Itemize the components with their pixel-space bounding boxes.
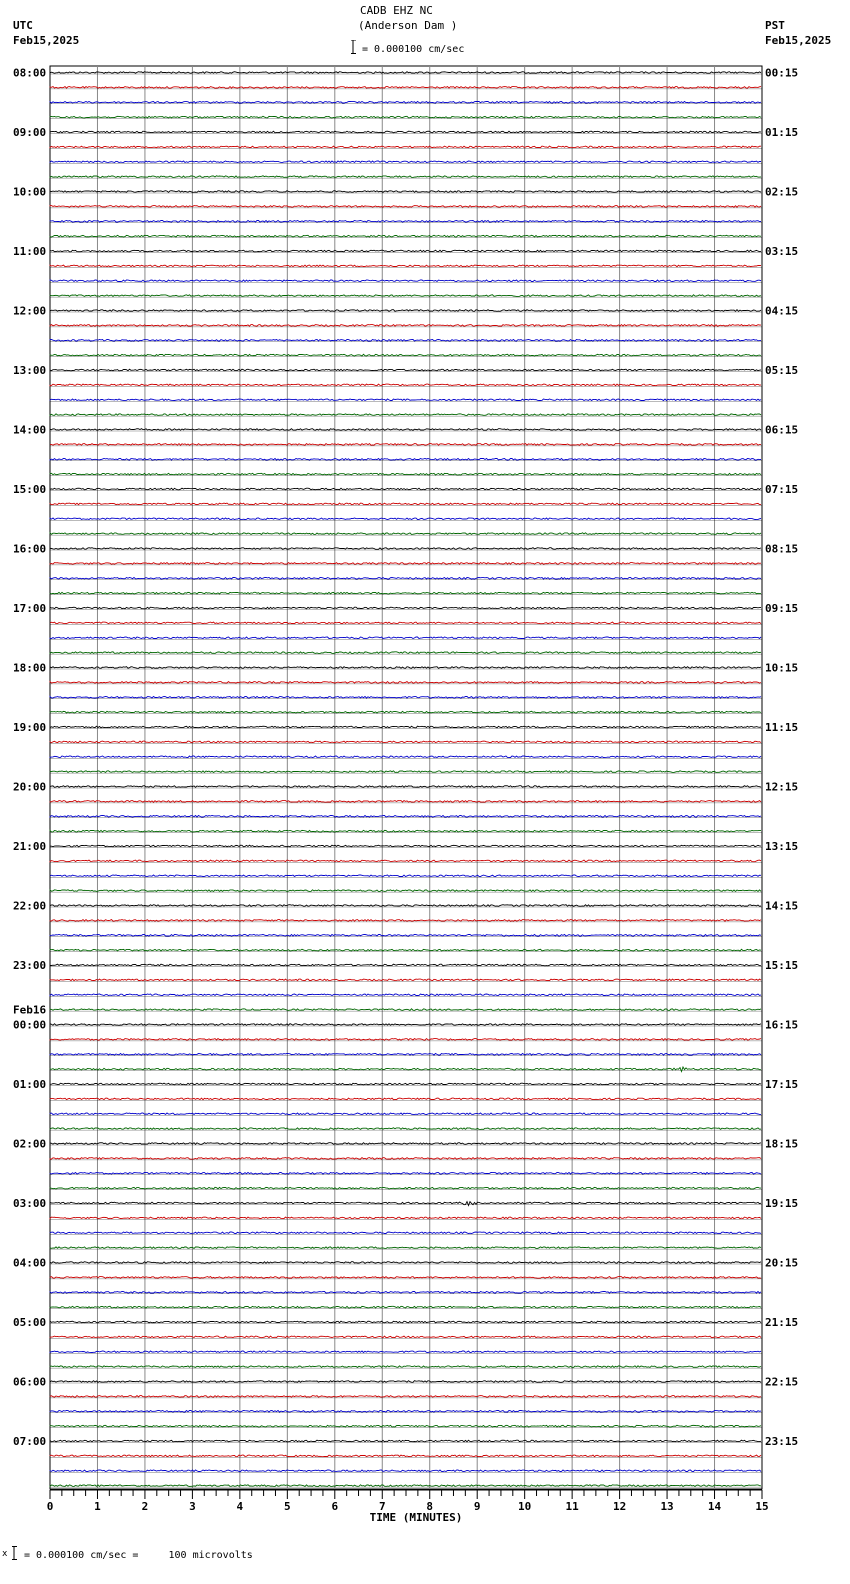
pst-hour-label: 08:15	[765, 542, 799, 556]
pst-hour-label: 00:15	[765, 66, 799, 80]
utc-hour-label: 00:00	[13, 1018, 47, 1032]
x-tick-label: 8	[426, 1500, 434, 1513]
scale-label: = 0.000100 cm/sec	[362, 44, 465, 55]
utc-hour-label: 17:00	[13, 602, 47, 615]
utc-date-change-label: Feb16	[13, 1003, 47, 1017]
x-tick-label: 9	[473, 1500, 481, 1513]
x-tick-label: 15	[755, 1500, 769, 1513]
right-date: Feb15,2025	[765, 34, 832, 47]
utc-hour-label: 22:00	[13, 899, 47, 913]
plot-frame	[50, 66, 762, 1489]
utc-hour-label: 08:00	[13, 66, 47, 80]
utc-hour-label: 12:00	[13, 304, 47, 318]
station-title: CADB EHZ NC	[360, 4, 433, 17]
left-timezone: UTC	[13, 19, 33, 32]
x-tick-label: 14	[707, 1500, 722, 1513]
utc-hour-label: 01:00	[13, 1078, 47, 1091]
utc-hour-label: 16:00	[13, 542, 47, 556]
pst-hour-label: 18:15	[765, 1137, 799, 1151]
utc-hour-label: 03:00	[13, 1197, 47, 1210]
utc-hour-label: 11:00	[13, 245, 47, 258]
x-tick-label: 2	[141, 1500, 149, 1513]
utc-hour-label: 04:00	[13, 1256, 47, 1270]
pst-hour-label: 06:15	[765, 423, 799, 437]
x-tick-label: 6	[331, 1500, 339, 1513]
station-location: (Anderson Dam )	[358, 19, 458, 32]
utc-hour-label: 19:00	[13, 721, 47, 734]
pst-hour-label: 21:15	[765, 1316, 799, 1329]
pst-hour-label: 10:15	[765, 661, 799, 675]
pst-hour-label: 02:15	[765, 185, 799, 199]
pst-hour-label: 07:15	[765, 483, 799, 496]
utc-hour-label: 14:00	[13, 423, 47, 437]
utc-hour-label: 07:00	[13, 1435, 47, 1448]
x-tick-label: 4	[236, 1500, 244, 1513]
utc-hour-label: 21:00	[13, 840, 47, 853]
pst-hour-label: 01:15	[765, 126, 799, 139]
pst-hour-label: 15:15	[765, 959, 799, 972]
pst-hour-label: 12:15	[765, 780, 799, 794]
x-tick-label: 5	[284, 1500, 291, 1513]
pst-hour-label: 23:15	[765, 1435, 799, 1448]
x-tick-label: 11	[565, 1500, 579, 1513]
pst-hour-label: 20:15	[765, 1256, 799, 1270]
x-axis-label: TIME (MINUTES)	[369, 1511, 463, 1524]
utc-hour-label: 02:00	[13, 1137, 47, 1151]
pst-hour-label: 14:15	[765, 899, 799, 913]
utc-hour-label: 06:00	[13, 1375, 47, 1389]
utc-hour-label: 15:00	[13, 483, 47, 496]
right-timezone: PST	[765, 19, 785, 32]
x-tick-label: 10	[518, 1500, 532, 1513]
x-tick-label: 7	[378, 1500, 386, 1513]
utc-hour-label: 10:00	[13, 185, 47, 199]
x-tick-label: 12	[612, 1500, 627, 1513]
x-tick-label: 3	[189, 1500, 196, 1513]
utc-hour-label: 23:00	[13, 959, 47, 972]
pst-hour-label: 22:15	[765, 1375, 799, 1389]
x-tick-label: 0	[46, 1500, 54, 1513]
footer-scale-note: = 0.000100 cm/sec = 100 microvolts	[24, 1550, 253, 1561]
utc-hour-label: 05:00	[13, 1316, 47, 1329]
footer-scale-bar-icon	[12, 1545, 17, 1564]
utc-hour-label: 13:00	[13, 364, 47, 377]
x-tick-label: 1	[94, 1500, 101, 1513]
pst-hour-label: 04:15	[765, 304, 799, 318]
pst-hour-label: 17:15	[765, 1078, 799, 1091]
pst-hour-label: 05:15	[765, 364, 799, 377]
pst-hour-label: 16:15	[765, 1018, 799, 1032]
pst-hour-label: 03:15	[765, 245, 799, 258]
pst-hour-label: 13:15	[765, 840, 799, 853]
pst-hour-label: 19:15	[765, 1197, 799, 1210]
pst-hour-label: 11:15	[765, 721, 799, 734]
utc-hour-label: 20:00	[13, 780, 47, 794]
utc-hour-label: 09:00	[13, 126, 47, 139]
footer-marker-icon: x	[2, 1549, 8, 1559]
left-date: Feb15,2025	[13, 34, 80, 47]
pst-hour-label: 09:15	[765, 602, 799, 615]
x-tick-label: 13	[660, 1500, 674, 1513]
utc-hour-label: 18:00	[13, 661, 47, 675]
